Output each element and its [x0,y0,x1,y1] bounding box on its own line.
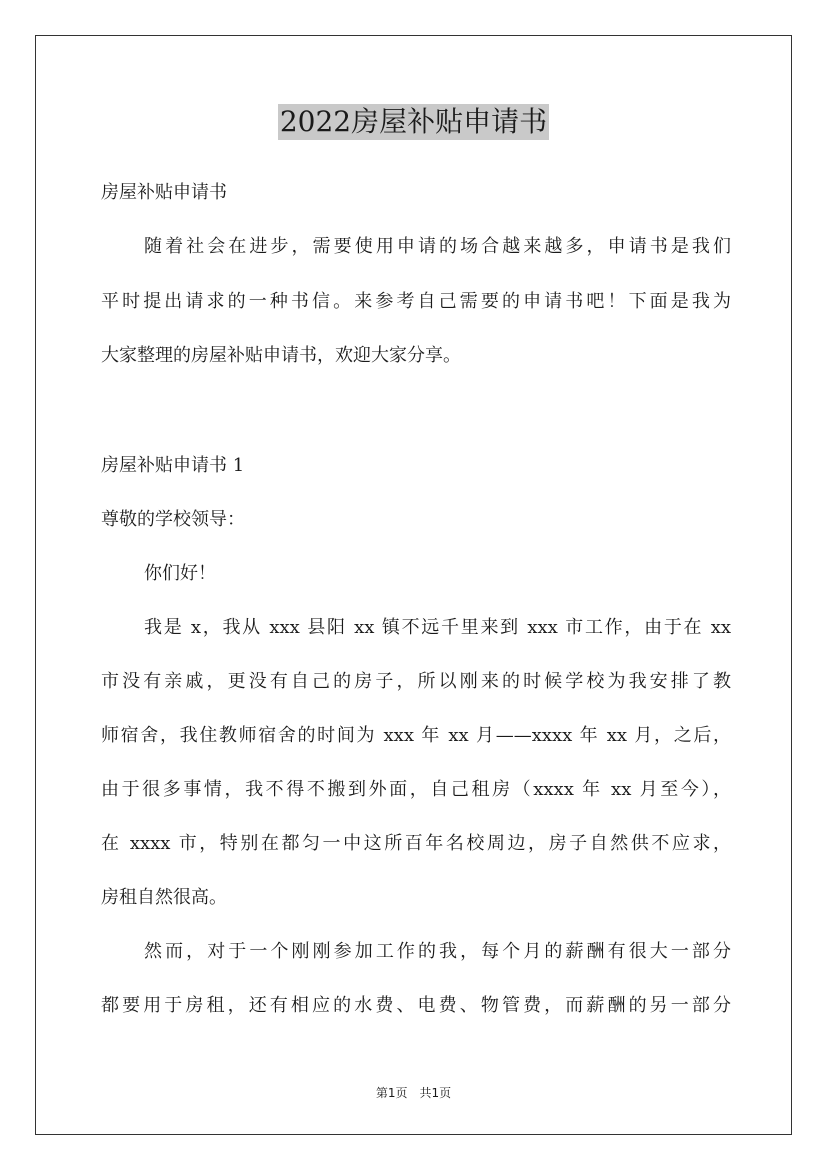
page-footer: 第1页 共1页 [375,1086,452,1100]
body-line: 师宿舍，我住教师宿舍的时间为 xxx 年 xx 月——xxxx 年 xx 月，之后， [101,725,731,746]
body-line: 由于很多事情，我不得不搬到外面，自己租房（xxxx 年 xx 月至今）， [101,779,731,800]
document-subtitle: 房屋补贴申请书 [101,182,227,203]
greeting: 你们好！ [144,563,216,584]
body-line: 在 xxxx 市，特别在都匀一中这所百年名校周边，房子自然供不应求， [101,833,731,854]
title-wrap [0,104,827,140]
intro-line: 平时提出请求的一种书信。来参考自己需要的申请书吧！下面是我为 [101,291,731,312]
body-line: 都要用于房租，还有相应的水费、电费、物管费，而薪酬的另一部分 [101,995,731,1016]
intro-line: 随着社会在进步，需要使用申请的场合越来越多，申请书是我们 [144,236,731,257]
body-line: 房租自然很高。 [101,887,227,908]
body-line: 我是 x，我从 xxx 县阳 xx 镇不远千里来到 xxx 市工作，由于在 xx [144,617,731,638]
salutation: 尊敬的学校领导： [101,509,245,530]
section-heading: 房屋补贴申请书 1 [101,455,245,476]
body-line: 然而，对于一个刚刚参加工作的我，每个月的薪酬有很大一部分 [144,941,731,962]
document-title: 2022房屋补贴申请书 [279,105,548,138]
intro-line: 大家整理的房屋补贴申请书，欢迎大家分享。 [101,345,461,366]
body-line: 市没有亲戚，更没有自己的房子，所以刚来的时候学校为我安排了教 [101,671,731,692]
